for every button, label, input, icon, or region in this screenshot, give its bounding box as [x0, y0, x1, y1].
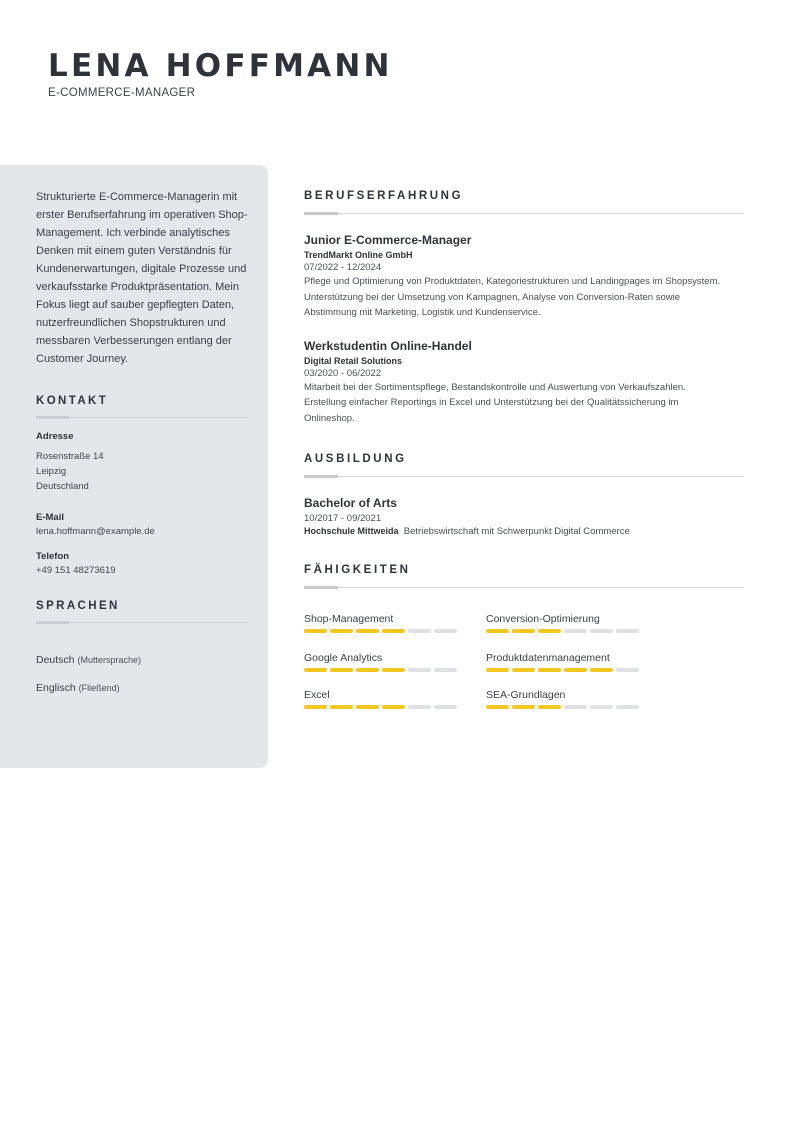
job-title: Junior E-Commerce-Manager	[304, 233, 472, 247]
skill-level-bar	[304, 668, 457, 672]
skill-segment-empty	[434, 668, 457, 672]
address-line: Deutschland	[36, 481, 89, 492]
skills-heading: FÄHIGKEITEN	[304, 564, 411, 576]
skill-segment-filled	[590, 668, 613, 672]
address-block	[36, 449, 248, 494]
skill-segment-filled	[538, 705, 561, 709]
skills-grid	[304, 613, 744, 733]
address-line: Rosenstraße 14	[36, 451, 104, 462]
description-line: Erstellung einfacher Reportings in Excel und Unterstützung bei der Qualitätssicherung im	[304, 397, 679, 408]
email-label: E-Mail	[36, 512, 64, 523]
job-entry	[304, 233, 744, 321]
sidebar	[0, 165, 268, 768]
job-entry	[304, 339, 744, 427]
language-name: Deutsch	[36, 654, 75, 666]
skill-item	[304, 652, 457, 672]
phone-value[interactable]: +49 151 48273619	[36, 565, 116, 576]
skill-segment-empty	[590, 629, 613, 633]
profile-summary: Strukturierte E-Commerce-Managerin mit erster Berufserfahrung im operativen Shop-Management. Ich verbinde analytisches Denken mit einem guten Verständnis für Kundenerwartungen, digitale Prozesse und verkaufsstarke Produktpräsentation. Mein Fokus liegt auf sauber gepflegten Daten, nutzerfreundlichen Shopstrukturen und messbaren Verbesserungen entlang der Customer Journey.	[36, 191, 248, 365]
skill-level-bar	[304, 629, 457, 633]
education-period: 10/2017 - 09/2021	[304, 513, 382, 524]
skill-level-bar	[486, 705, 639, 709]
field-of-study: Betriebswirtschaft mit Schwerpunkt Digital Commerce	[403, 526, 630, 537]
skill-segment-filled	[330, 668, 353, 672]
experience-divider	[304, 212, 744, 215]
description-line: Abstimmung mit Marketing, Logistik und Kundenservice.	[304, 307, 541, 318]
job-description	[304, 274, 744, 321]
experience-heading: BERUFSERFAHRUNG	[304, 190, 464, 202]
description-line: Onlineshop.	[304, 412, 355, 424]
experience-section	[304, 190, 744, 426]
contact-heading: KONTAKT	[36, 395, 109, 407]
candidate-name: LENA HOFFMANN	[48, 48, 393, 84]
skill-segment-empty	[408, 668, 431, 672]
education-entry	[304, 496, 744, 537]
skill-name: Shop-Management	[304, 613, 394, 625]
education-heading: AUSBILDUNG	[304, 453, 407, 465]
skill-segment-filled	[330, 705, 353, 709]
job-company: TrendMarkt Online GmbH	[304, 250, 413, 260]
skill-segment-empty	[616, 629, 639, 633]
skill-segment-filled	[356, 705, 379, 709]
skill-level-bar	[486, 629, 639, 633]
skill-segment-filled	[538, 668, 561, 672]
education-section	[304, 453, 744, 537]
phone-label: Telefon	[36, 551, 70, 562]
job-title: Werkstudentin Online-Handel	[304, 338, 472, 353]
skill-segment-empty	[408, 705, 431, 709]
job-period: 03/2020 - 06/2022	[304, 367, 382, 379]
education-institution	[304, 526, 744, 537]
skill-segment-empty	[590, 705, 613, 709]
degree-title: Bachelor of Arts	[304, 496, 397, 510]
skills-divider	[304, 586, 744, 589]
skill-item	[486, 613, 639, 633]
skill-segment-filled	[486, 705, 509, 709]
contact-section	[36, 395, 248, 578]
skill-segment-filled	[538, 629, 561, 633]
description-line: Unterstützung bei der Umsetzung von Kampagnen, Analyse von Conversion-Raten sowie	[304, 291, 680, 303]
skill-level-bar	[304, 705, 457, 709]
skill-segment-empty	[616, 705, 639, 709]
skill-name: Excel	[304, 689, 330, 701]
resume-header	[48, 46, 393, 99]
skill-segment-empty	[616, 668, 639, 672]
candidate-role: E-COMMERCE-MANAGER	[48, 87, 196, 99]
job-company: Digital Retail Solutions	[304, 355, 403, 366]
skill-name: Google Analytics	[304, 652, 383, 664]
school-name: Hochschule Mittweida	[304, 526, 399, 536]
language-name: Englisch	[36, 682, 76, 694]
languages-section	[36, 600, 248, 694]
skill-segment-empty	[564, 629, 587, 633]
contact-divider	[36, 416, 248, 418]
email-value[interactable]: lena.hoffmann@example.de	[36, 526, 155, 537]
job-description	[304, 380, 744, 427]
language-level: (Fließend)	[78, 683, 120, 693]
skill-segment-filled	[382, 668, 405, 672]
languages-heading: SPRACHEN	[36, 600, 120, 612]
skills-section	[304, 564, 744, 733]
skill-segment-filled	[382, 629, 405, 633]
skill-segment-filled	[486, 668, 509, 672]
skill-segment-filled	[512, 629, 535, 633]
skill-segment-filled	[304, 629, 327, 633]
skill-level-bar	[486, 668, 639, 672]
skill-item	[486, 652, 639, 672]
skill-segment-filled	[512, 668, 535, 672]
skill-segment-empty	[564, 705, 587, 709]
description-line: Mitarbeit bei der Sortimentspflege, Bestandskontrolle und Auswertung von Verkaufszahlen.	[304, 381, 686, 393]
skill-segment-empty	[408, 629, 431, 633]
skill-name: Conversion-Optimierung	[486, 613, 600, 625]
language-level: (Muttersprache)	[77, 655, 141, 665]
job-period: 07/2022 - 12/2024	[304, 262, 382, 273]
skill-segment-empty	[434, 705, 457, 709]
skill-segment-filled	[512, 705, 535, 709]
skill-segment-filled	[304, 668, 327, 672]
languages-divider	[36, 621, 248, 623]
education-divider	[304, 475, 744, 478]
description-line: Pflege und Optimierung von Produktdaten, Kategoriestrukturen und Landingpages im Shopsystem.	[304, 276, 721, 287]
skill-segment-filled	[486, 629, 509, 633]
skill-segment-filled	[564, 668, 587, 672]
skill-segment-empty	[434, 629, 457, 633]
language-item	[36, 682, 248, 694]
skill-item	[304, 613, 457, 633]
skill-name: Produktdatenmanagement	[486, 652, 610, 664]
skill-name: SEA-Grundlagen	[486, 689, 566, 701]
language-item	[36, 654, 248, 666]
skill-item	[486, 689, 639, 709]
skill-item	[304, 689, 457, 709]
skill-segment-filled	[330, 629, 353, 633]
main-content	[304, 190, 744, 733]
address-label: Adresse	[36, 431, 74, 442]
skill-segment-filled	[356, 629, 379, 633]
address-line: Leipzig	[36, 466, 67, 477]
skill-segment-filled	[382, 705, 405, 709]
skill-segment-filled	[356, 668, 379, 672]
skill-segment-filled	[304, 705, 327, 709]
